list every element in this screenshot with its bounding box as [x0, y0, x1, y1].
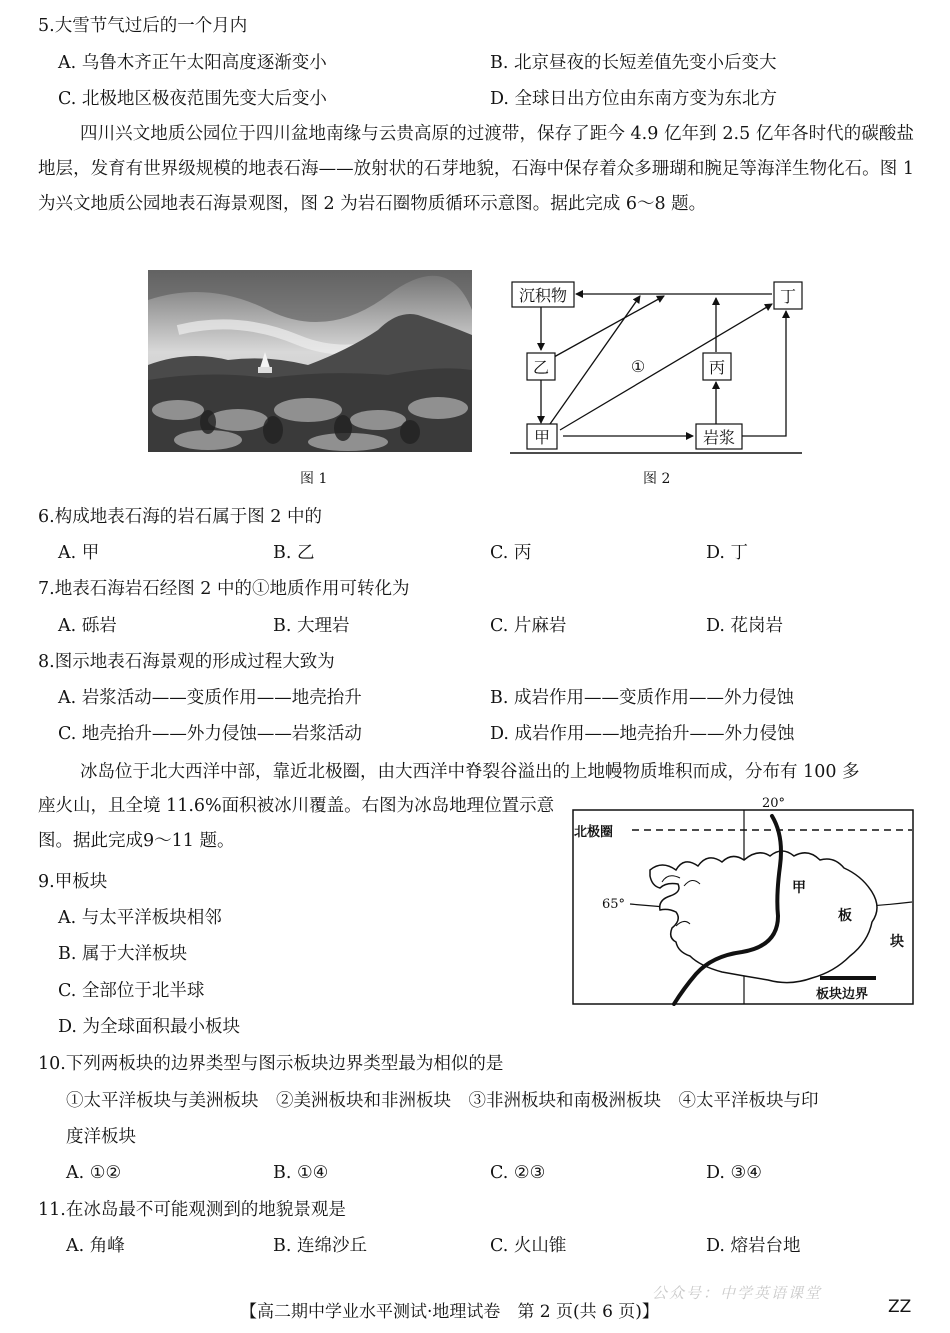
label-longitude-20: 20°: [762, 796, 786, 811]
q9-option-b: B. 属于大洋板块: [58, 944, 187, 964]
q7-stem: 7.地表石海岩石经图 2 中的①地质作用可转化为: [38, 579, 410, 599]
q10-choices-line2: 度洋板块: [66, 1127, 136, 1147]
label-yi: 乙: [532, 358, 550, 377]
label-plate-ban: 板: [838, 908, 852, 924]
arrow-jia-to-ding: [560, 304, 772, 430]
q9-option-d: D. 为全球面积最小板块: [58, 1017, 241, 1037]
q6-stem: 6.构成地表石海的岩石属于图 2 中的: [38, 507, 322, 527]
label-arctic-circle: 北极圈: [574, 825, 614, 840]
q8-option-b: B. 成岩作用——变质作用——外力侵蚀: [490, 688, 794, 708]
passage-iceland-line1: 冰岛位于北大西洋中部，靠近北极圈，由大西洋中脊裂谷溢出的上地幔物质堆积而成，分布有 100 多: [80, 762, 860, 782]
iceland-location-map: [572, 796, 914, 1006]
q10-stem: 10.下列两板块的边界类型与图示板块边界类型最为相似的是: [38, 1054, 504, 1074]
q10-option-a: A. ①②: [66, 1163, 122, 1183]
q10-option-b: B. ①④: [273, 1163, 329, 1183]
q9-option-a: A. 与太平洋板块相邻: [58, 908, 222, 928]
q5-option-b: B. 北京昼夜的长短差值先变小后变大: [490, 53, 777, 73]
q11-option-b: B. 连绵沙丘: [273, 1236, 367, 1256]
label-process-1: ①: [630, 357, 646, 376]
q7-option-b: B. 大理岩: [273, 616, 350, 636]
label-plate-jia: 甲: [792, 880, 806, 896]
q5-option-c: C. 北极地区极夜范围先变大后变小: [58, 89, 327, 109]
q5-option-a: A. 乌鲁木齐正午太阳高度逐渐变小: [58, 53, 327, 73]
figure-1-stone-forest-photo: [148, 270, 472, 452]
label-jia: 甲: [533, 428, 551, 447]
q10-choices-line1: ①太平洋板块与美洲板块 ②美洲板块和非洲板块 ③非洲板块和南极洲板块 ④太平洋板块与印: [66, 1091, 819, 1111]
q8-option-d: D. 成岩作用——地壳抬升——外力侵蚀: [490, 724, 795, 744]
arrow-jia-to-sediment: [550, 296, 640, 424]
label-magma: 岩浆: [702, 428, 736, 447]
label-bing: 丙: [708, 358, 726, 377]
q10-option-d: D. ③④: [706, 1163, 762, 1183]
q11-option-a: A. 角峰: [66, 1236, 125, 1256]
q10-option-c: C. ②③: [490, 1163, 546, 1183]
q8-option-c: C. 地壳抬升——外力侵蚀——岩浆活动: [58, 724, 362, 744]
q5-option-d: D. 全球日出方位由东南方变为东北方: [490, 89, 778, 109]
passage-iceland-rest: 座火山，且全境 11.6%面积被冰川覆盖。右图为冰岛地理位置示意图。据此完成9～11 题。: [38, 796, 555, 851]
q6-option-b: B. 乙: [273, 543, 315, 563]
watermark: 公众号：中学英语课堂: [652, 1284, 823, 1302]
label-ding: 丁: [779, 287, 797, 306]
q7-option-c: C. 片麻岩: [490, 616, 567, 636]
arrow-magma-to-ding: [742, 311, 786, 436]
q7-option-a: A. 砾岩: [58, 616, 117, 636]
legend-label: 板块边界: [816, 987, 869, 1002]
q5-stem: 5.大雪节气过后的一个月内: [38, 16, 248, 36]
q11-option-c: C. 火山锥: [490, 1236, 567, 1256]
page-footer: 【高二期中学业水平测试·地理试卷 第 2 页(共 6 页)】: [240, 1302, 659, 1322]
q6-option-a: A. 甲: [58, 543, 100, 563]
label-sediment: 沉积物: [518, 286, 568, 305]
passage-xingwen: 四川兴文地质公园位于四川盆地南缘与云贵高原的过渡带，保存了距今 4.9 亿年到 2.5 亿年各时代的碳酸盐地层，发育有世界级规模的地表石海——放射状的石芽地貌，石海中保存着众多珊瑚和腕足等海洋生物化石。图 1 为兴文地质公园地表石海景观图，图 2 为岩石圈物质循环示意图。据此完成 6～8 题。: [38, 124, 914, 214]
figure-2-rock-cycle-diagram: [510, 274, 806, 456]
q9-option-c: C. 全部位于北半球: [58, 981, 205, 1001]
q6-option-d: D. 丁: [706, 543, 749, 563]
q8-option-a: A. 岩浆活动——变质作用——地壳抬升: [58, 688, 362, 708]
q11-stem: 11.在冰岛最不可能观测到的地貌景观是: [38, 1200, 346, 1220]
q9-stem: 9.甲板块: [38, 872, 108, 892]
figure-2-caption: 图 2: [643, 471, 671, 487]
label-latitude-65: 65°: [602, 897, 626, 912]
figure-1-caption: 图 1: [300, 471, 328, 487]
footer-code: ZZ: [888, 1297, 912, 1317]
q8-stem: 8.图示地表石海景观的形成过程大致为: [38, 652, 335, 672]
q6-option-c: C. 丙: [490, 543, 532, 563]
label-plate-kuai: 块: [890, 934, 904, 950]
q11-option-d: D. 熔岩台地: [706, 1236, 801, 1256]
q7-option-d: D. 花岗岩: [706, 616, 784, 636]
